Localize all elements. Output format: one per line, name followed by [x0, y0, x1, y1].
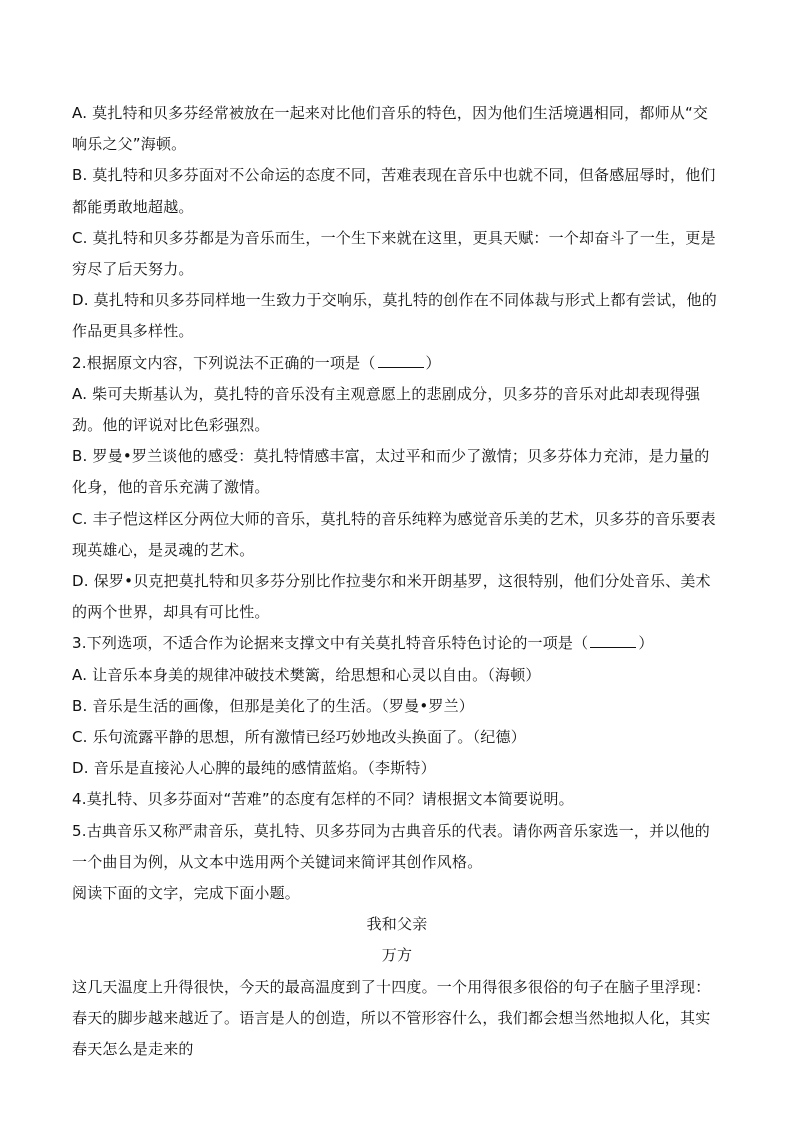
- q2-option-c: C. 丰子恺这样区分两位大师的音乐，莫扎特的音乐纯粹为感觉音乐美的艺术，贝多芬的音乐要表现英雄心，是灵魂的艺术。: [72, 509, 716, 559]
- q3-option-b: B. 音乐是生活的画像，但那是美化了的生活。（罗曼•罗兰）: [72, 696, 474, 715]
- q2-option-b: B. 罗曼•罗兰谈他的感受：莫扎特情感丰富，太过平和而少了激情；贝多芬体力充沛，是力量的化身，他的音乐充满了激情。: [72, 447, 710, 497]
- q2-option-a: A. 柴可夫斯基认为，莫扎特的音乐没有主观意愿上的悲剧成分，贝多芬的音乐对此却表现得强劲。他的评说对比色彩强烈。: [72, 384, 701, 435]
- question-3-stem: [72, 628, 722, 659]
- reading-instruction: 阅读下面的文字，完成下面小题。: [72, 884, 301, 903]
- q1-option-d: D. 莫扎特和贝多芬同样地一生致力于交响乐，莫扎特的创作在不同体裁与形式上都有尝试，他的作品更具多样性。: [72, 291, 717, 341]
- answer-blank: [378, 351, 424, 368]
- q3-option-d: D. 音乐是直接沁人心脾的最纯的感情蓝焰。（李斯特）: [72, 759, 436, 778]
- passage-body: 这几天温度上升得很快，今天的最高温度到了十四度。一个用得很多很俗的句子在脑子里浮现：春天的脚步越来越近了。语言是人的创造，所以不管形容什么，我们都会想当然地拟人化，其实春天怎么是走来的: [72, 977, 711, 1059]
- answer-blank: [590, 631, 636, 648]
- question-3-stem-end: ）: [638, 634, 654, 653]
- document-content: [72, 98, 722, 1065]
- passage-title: 我和父亲: [366, 915, 428, 934]
- question-2-stem-end: ）: [425, 353, 441, 372]
- q1-option-b: B. 莫扎特和贝多芬面对不公命运的态度不同，苦难表现在音乐中也就不同，但备感屈辱时，他们都能勇敢地超越。: [72, 166, 716, 216]
- question-2-stem: [72, 348, 722, 379]
- q3-option-c: C. 乐句流露平静的思想，所有激情已经巧妙地改头换面了。（纪德）: [72, 728, 526, 747]
- q3-option-a: A. 让音乐本身美的规律冲破技术樊篱，给思想和心灵以自由。（海顿）: [72, 665, 541, 684]
- question-3-stem-text: 3.下列选项，不适合作为论据来支撑文中有关莫扎特音乐特色讨论的一项是（: [72, 634, 589, 653]
- question-2-stem-text: 2.根据原文内容，下列说法不正确的一项是（: [72, 353, 376, 372]
- question-4: 4.莫扎特、贝多芬面对“苦难”的态度有怎样的不同？请根据文本简要说明。: [72, 790, 574, 809]
- passage-author: 万方: [381, 946, 413, 965]
- question-5: 5.古典音乐又称严肃音乐，莫扎特、贝多芬同为古典音乐的代表。请你两音乐家选一，并以他的一个曲目为例，从文本中选用两个关键词来简评其创作风格。: [72, 821, 710, 871]
- q1-option-a: A. 莫扎特和贝多芬经常被放在一起来对比他们音乐的特色，因为他们生活境遇相同，都师从“交响乐之父”海顿。: [72, 104, 709, 154]
- q1-option-c: C. 莫扎特和贝多芬都是为音乐而生，一个生下来就在这里，更具天赋：一个却奋斗了一生，更是穷尽了后天努力。: [72, 228, 716, 279]
- q2-option-d: D. 保罗•贝克把莫扎特和贝多芬分别比作拉斐尔和米开朗基罗，这很特别，他们分处音乐、美术的两个世界，却具有可比性。: [72, 572, 711, 622]
